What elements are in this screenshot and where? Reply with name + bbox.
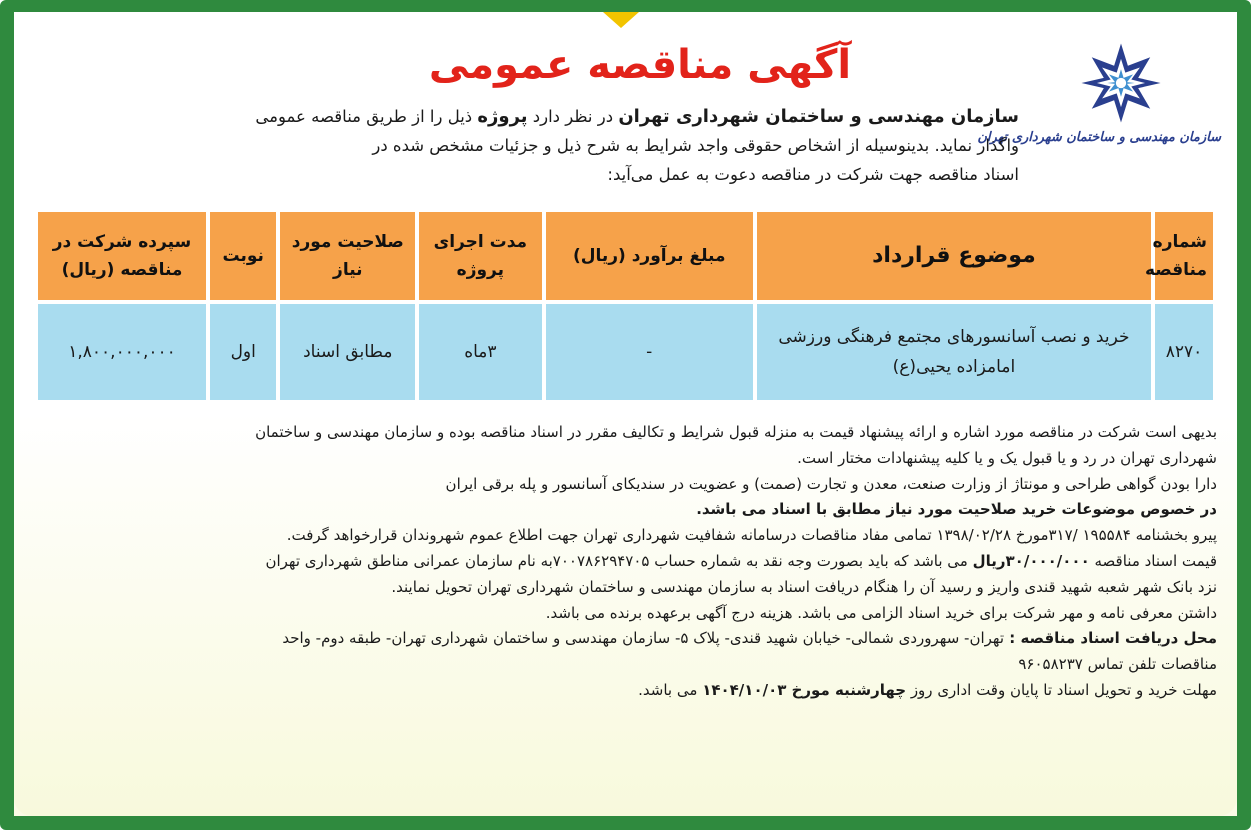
- logo-caption: سازمان مهندسی و ساختمان شهرداری تهران: [977, 130, 1221, 145]
- deadline-date: چهارشنبه مورخ ۱۴۰۴/۱۰/۰۳: [702, 680, 907, 699]
- intro-line-1: [239, 102, 1019, 131]
- deadline-suffix: می باشد.: [638, 680, 703, 699]
- intro-paragraph: [239, 102, 1019, 189]
- body-line-3: دارا بودن گواهی طراحی و مونتاژ از وزارت صنعت، معدن و تجارت (صمت) و عضویت در سندیکای آسانسور و پله برقی ایران: [445, 474, 1217, 493]
- cell-qualification: مطابق اسناد: [280, 304, 415, 400]
- qualification-note: در خصوص موضوعات خرید صلاحیت مورد نیاز مطابق با اسناد می باشد.: [696, 500, 1217, 519]
- cell-estimate: -: [546, 304, 753, 400]
- header-tender-number: شماره مناقصه: [1155, 212, 1213, 300]
- document-price-details: می باشد که باید بصورت وجه نقد به شماره حساب ۷۰۰۷۸۶۲۹۴۷۰۵به نام سازمان عمرانی مناطق شهرداری تهران: [265, 551, 973, 570]
- top-notch-marker: [603, 12, 639, 28]
- body-line-2: شهرداری تهران در رد و یا قبول یک و یا کلیه پیشنهادات مختار است.: [797, 448, 1217, 467]
- star-emblem-icon: [1078, 40, 1164, 126]
- cell-tender-number: ۸۲۷۰: [1155, 304, 1213, 400]
- header-duration: مدت اجرای پروژه: [419, 212, 541, 300]
- header-deposit: سپرده شرکت در مناقصه (ریال): [38, 212, 206, 300]
- deadline-label: مهلت خرید و تحویل اسناد تا پایان وقت اداری روز: [906, 680, 1217, 699]
- body-line-9: [34, 626, 1217, 652]
- header-round: نوبت: [210, 212, 276, 300]
- document-price: ۳۰/۰۰۰/۰۰۰ریال: [972, 551, 1090, 570]
- document-price-label: قیمت اسناد مناقصه: [1089, 551, 1217, 570]
- cell-round: اول: [210, 304, 276, 400]
- body-line-6: [34, 549, 1217, 575]
- table-row: [38, 304, 1213, 400]
- intro-line-2: واگذار نماید. بدینوسیله از اشخاص حقوقی واجد شرایط به شرح ذیل و جزئیات مشخص شده در: [372, 136, 1019, 155]
- header-qualification: صلاحیت مورد نیاز: [280, 212, 415, 300]
- header-estimate: مبلغ برآورد (ریال): [546, 212, 753, 300]
- cell-duration: ۳ماه: [419, 304, 541, 400]
- intro-line-1-end: ذیل را از طریق مناقصه عمومی: [255, 107, 478, 126]
- organization-name: سازمان مهندسی و ساختمان شهرداری تهران: [618, 106, 1019, 127]
- document-location-address: تهران- سهروردی شمالی- خیابان شهید قندی- پلاک ۵- سازمان مهندسی و ساختمان شهرداری تهران- طبقه دوم- واحد: [282, 629, 1005, 648]
- tender-table: [34, 208, 1217, 404]
- organization-logo: [977, 40, 1221, 170]
- body-line-10: مناقصات تلفن تماس ۹۶۰۵۸۲۳۷: [1018, 655, 1217, 674]
- header-contract-subject: موضوع قرارداد: [757, 212, 1151, 300]
- body-line-1: بدیهی است شرکت در مناقصه مورد اشاره و ارائه پیشنهاد قیمت به منزله قبول شرایط و تکالیف مقرر در اسناد مناقصه بوده و سازمان مهندسی و ساختمان: [255, 423, 1217, 441]
- body-line-11: [34, 678, 1217, 704]
- notice-body: [34, 420, 1217, 704]
- cell-deposit: ۱,۸۰۰,۰۰۰,۰۰۰: [38, 304, 206, 400]
- body-line-4: [34, 497, 1217, 523]
- notice-headline: آگهی مناقصه عمومی: [428, 42, 852, 88]
- table-header-row: [38, 212, 1213, 300]
- cell-contract-subject: خرید و نصب آسانسورهای مجتمع فرهنگی ورزشی امامزاده یحیی(ع): [757, 304, 1151, 400]
- body-line-7: نزد بانک شهر شعبه شهید قندی واریز و رسید آن را هنگام دریافت اسناد به سازمان مهندسی و ساختمان شهرداری تهران تحویل نمایند.: [391, 577, 1217, 596]
- intro-line-1-mid: در نظر دارد: [527, 107, 619, 126]
- body-line-5: پیرو بخشنامه ۱۹۵۵۸۴ /۳۱۷مورخ ۱۳۹۸/۰۲/۲۸ تمامی مفاد مناقصات درسامانه شفافیت شهرداری تهران جهت اطلاع عموم شهروندان قرارخواهد گرفت.: [286, 526, 1217, 545]
- document-location-label: محل دریافت اسناد مناقصه :: [1004, 629, 1217, 648]
- body-line-8: داشتن معرفی نامه و مهر شرکت برای خرید اسناد الزامی می باشد. هزینه درج آگهی برعهده برنده می باشد.: [545, 603, 1217, 622]
- intro-project-word: پروژه: [477, 106, 528, 127]
- intro-line-3: اسناد مناقصه جهت شرکت در مناقصه دعوت به عمل می‌آید:: [607, 165, 1019, 184]
